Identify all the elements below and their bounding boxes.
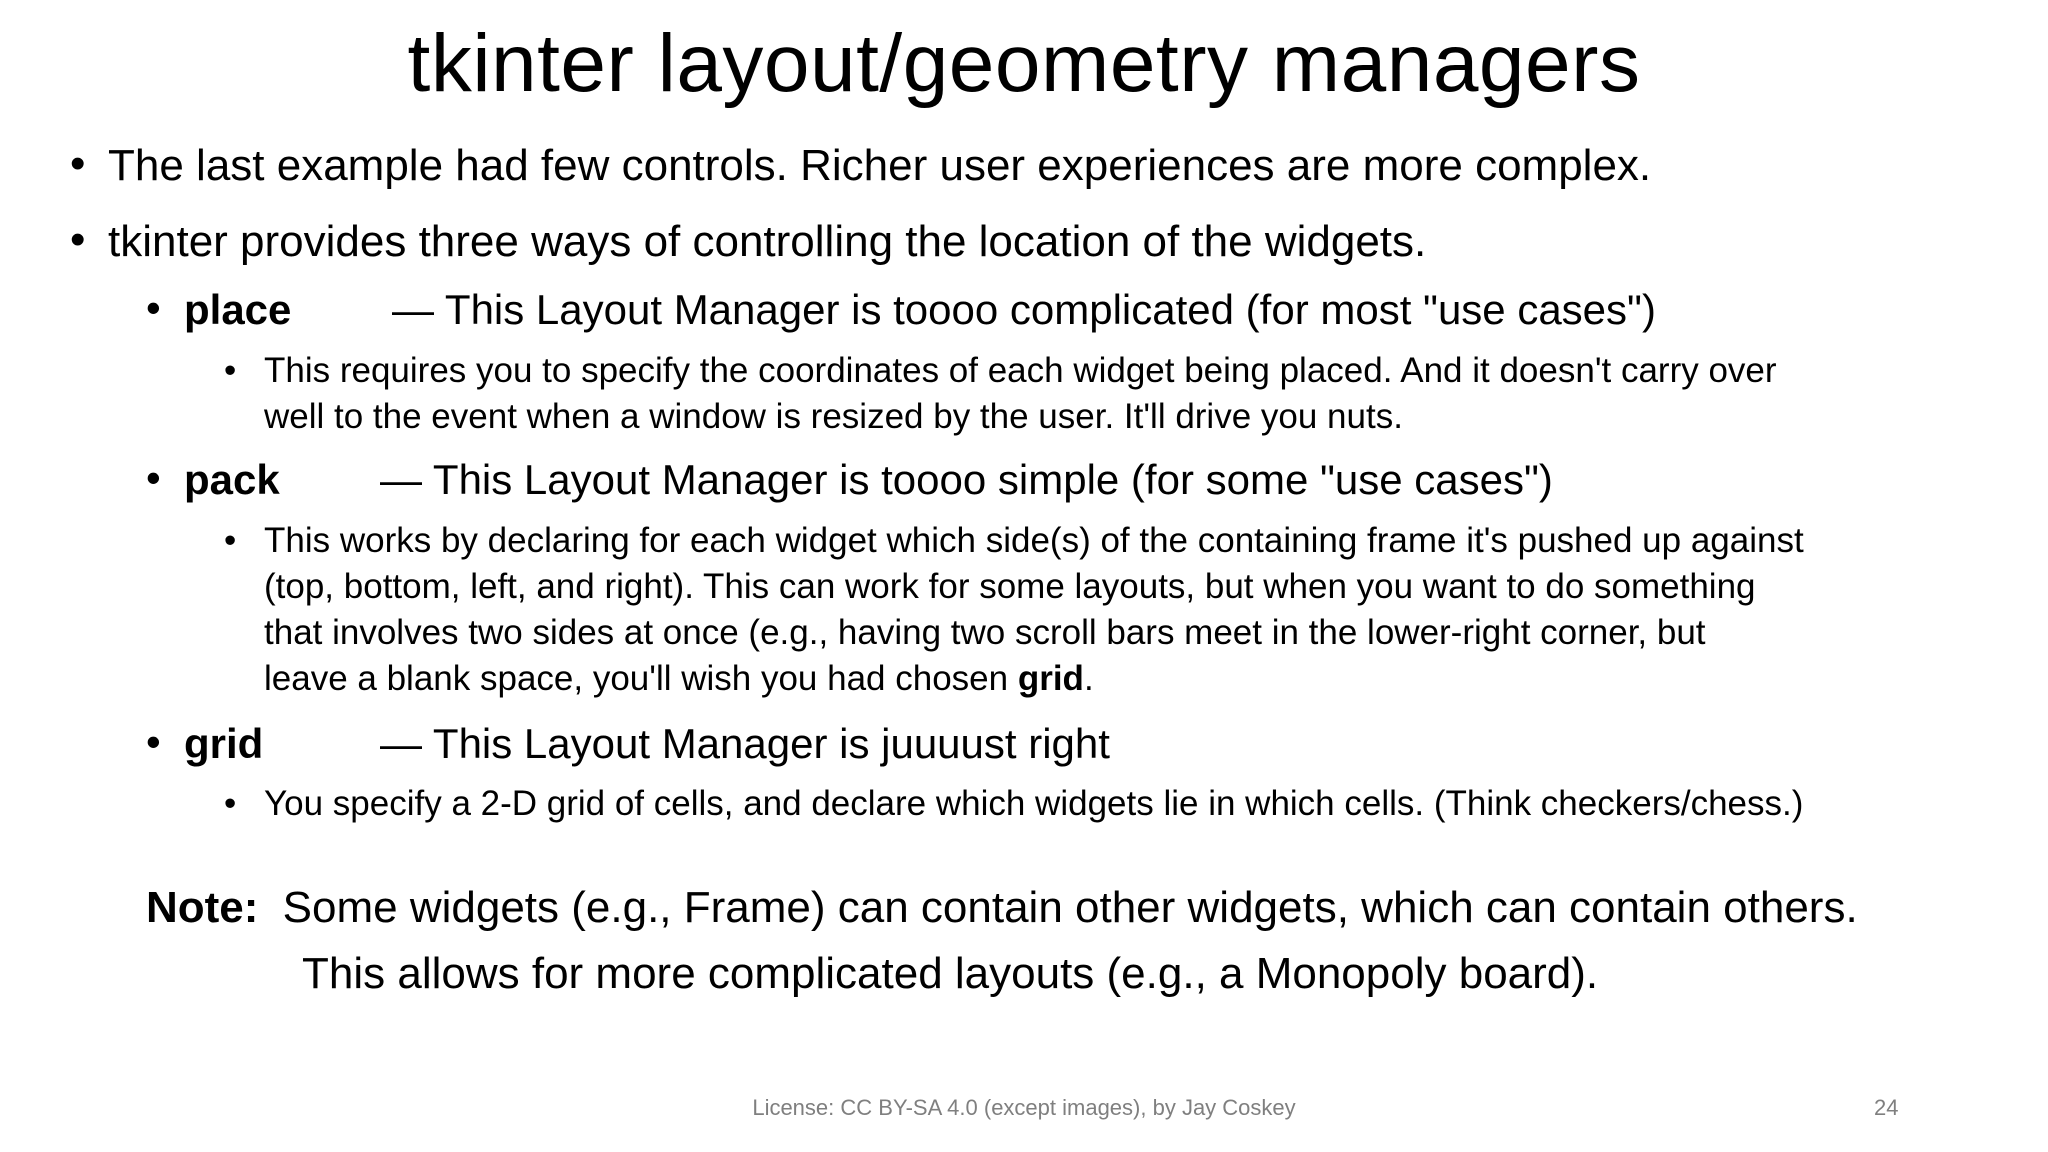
detail-line-suffix: . [1083, 659, 1094, 698]
bullet-dot: • [146, 454, 161, 501]
detail-line-bold: grid [1017, 659, 1084, 698]
slide-title: tkinter layout/geometry managers [407, 18, 1641, 109]
detail-text [264, 781, 1803, 827]
bullet-dot: • [70, 215, 86, 264]
detail-line: (top, bottom, left, and right). This can work for some layouts, but when you want to do something [264, 567, 1756, 606]
bullet-dot: • [70, 139, 86, 188]
note-text: Some widgets (e.g., Frame) can contain other widgets, which can contain others. [282, 883, 1858, 932]
bullet-dot: • [224, 784, 237, 823]
note-line-1 [146, 876, 1858, 940]
page-number: 24 [1874, 1095, 1899, 1120]
bullet-dot: • [146, 284, 161, 331]
detail-line-prefix: leave a blank space, you'll wish you had chosen [264, 659, 1018, 698]
detail-line [264, 656, 1804, 702]
manager-description: — This Layout Manager is toooo complicated (for most "use cases") [392, 286, 1656, 333]
detail-text [264, 518, 1804, 702]
bullet-dot: • [146, 718, 161, 765]
manager-description: — This Layout Manager is toooo simple (for some "use cases") [380, 456, 1553, 503]
bullet-text: tkinter provides three ways of controlling the location of the widgets. [108, 217, 1427, 266]
detail-line: well to the event when a window is resized by the user. It'll drive you nuts. [264, 397, 1403, 436]
manager-name: place [184, 286, 292, 333]
detail-line: This requires you to specify the coordinates of each widget being placed. And it doesn't carry over [264, 351, 1777, 390]
bullet-text: The last example had few controls. Richer user experiences are more complex. [108, 141, 1652, 190]
detail-line: that involves two sides at once (e.g., having two scroll bars meet in the lower-right corner, but [264, 613, 1706, 652]
note-line-2: This allows for more complicated layouts (e.g., a Monopoly board). [302, 949, 1599, 998]
bullet-dot: • [224, 351, 237, 390]
license-footer: License: CC BY-SA 4.0 (except images), by Jay Coskey [752, 1095, 1296, 1120]
bullet-dot: • [224, 521, 237, 560]
detail-line: This works by declaring for each widget which side(s) of the containing frame it's pushed up against [264, 521, 1804, 560]
manager-name: grid [184, 720, 264, 767]
manager-description: — This Layout Manager is juuuust right [380, 720, 1110, 767]
detail-line: You specify a 2-D grid of cells, and declare which widgets lie in which cells. (Think checkers/chess.) [264, 784, 1804, 823]
note-label: Note: [146, 883, 259, 932]
manager-name: pack [184, 456, 280, 503]
detail-text [264, 348, 1777, 440]
